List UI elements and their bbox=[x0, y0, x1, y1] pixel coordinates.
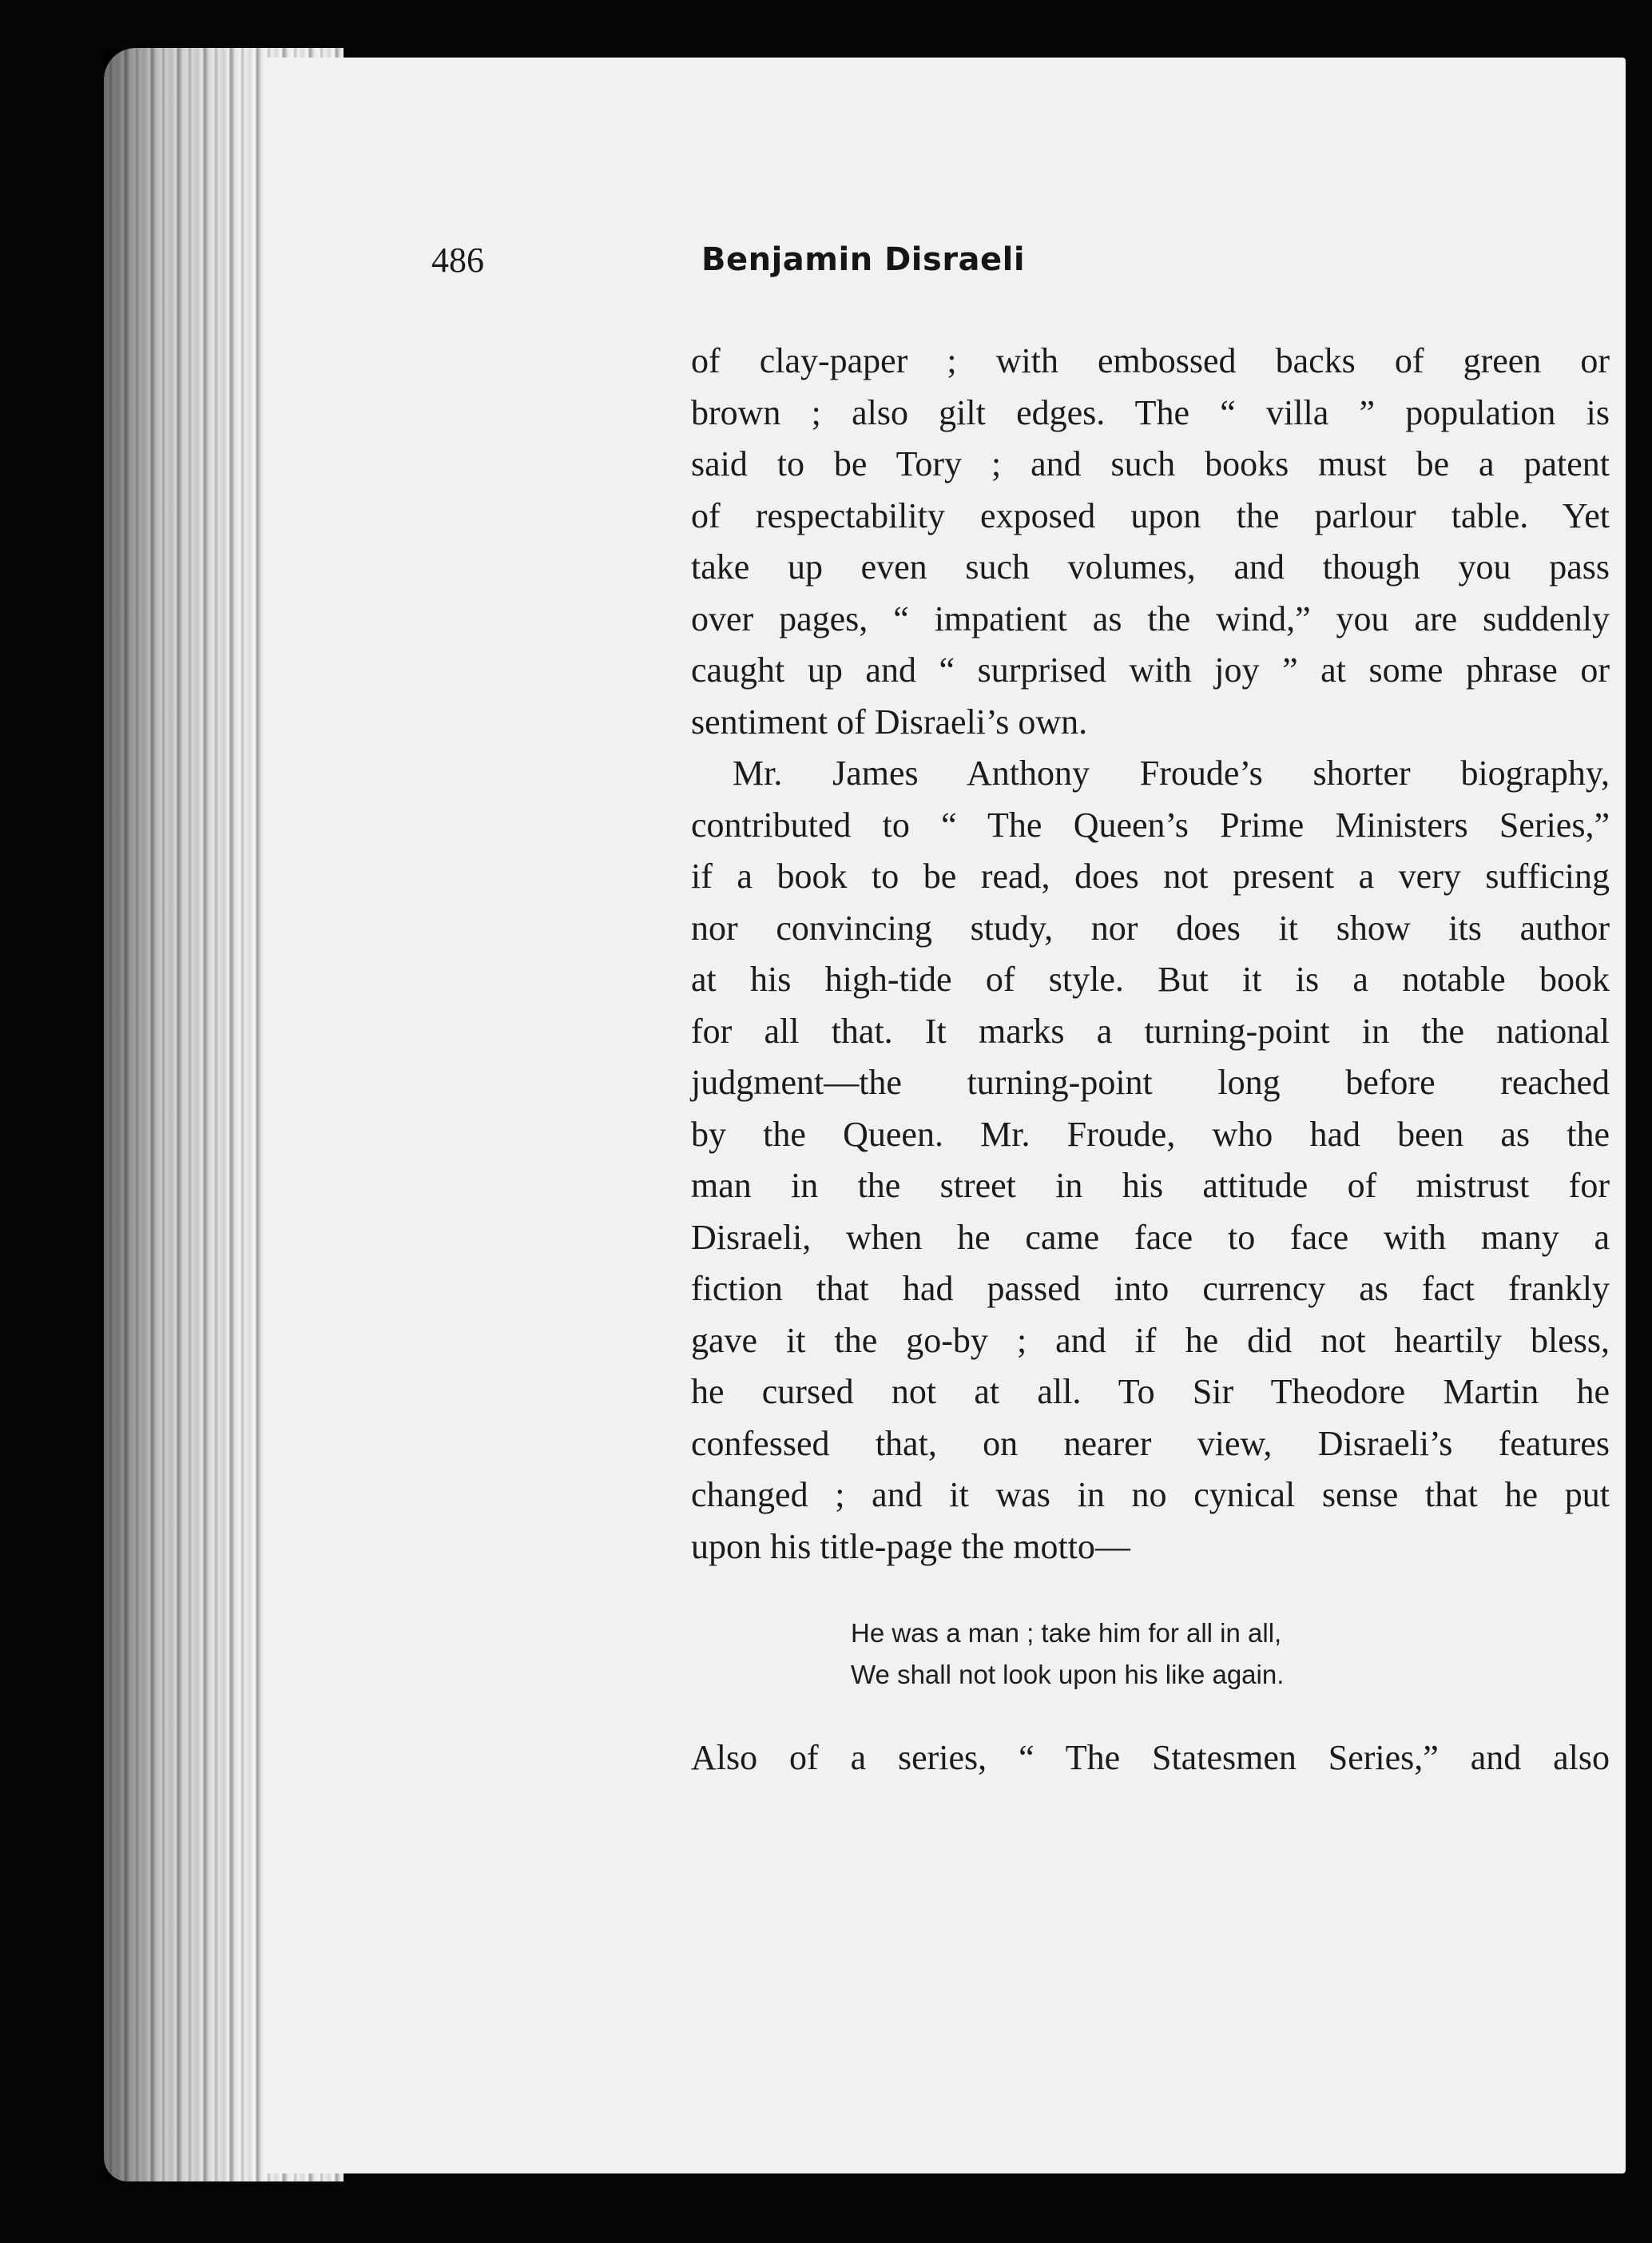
text-line: Mr. James Anthony Froude’s shorter biography, bbox=[733, 754, 1610, 793]
text-line: gave it the go-by ; and if he did not heartily bless, bbox=[691, 1320, 1610, 1360]
text-line: if a book to be read, does not present a very sufficing bbox=[691, 857, 1610, 896]
quote-line: He was a man ; take him for all in all, bbox=[851, 1618, 1282, 1648]
text-line: for all that. It marks a turning-point in the national bbox=[691, 1011, 1610, 1051]
text-line: fiction that had passed into currency as fact frankly bbox=[691, 1269, 1610, 1308]
text-line: judgment—the turning-point long before reached bbox=[691, 1063, 1610, 1102]
text-line: contributed to “ The Queen’s Prime Ministers Series,” bbox=[691, 805, 1610, 845]
text-line: he cursed not at all. To Sir Theodore Martin he bbox=[691, 1372, 1610, 1411]
page-header bbox=[431, 208, 1326, 304]
text-line: over pages, “ impatient as the wind,” you are suddenly bbox=[691, 599, 1610, 638]
text-line: caught up and “ surprised with joy ” at some phrase or bbox=[691, 650, 1610, 690]
text-line: changed ; and it was in no cynical sense that he put bbox=[691, 1475, 1610, 1514]
text-line: confessed that, on nearer view, Disraeli’s features bbox=[691, 1423, 1610, 1463]
body-text bbox=[691, 336, 1610, 1784]
text-line: by the Queen. Mr. Froude, who had been as the bbox=[691, 1114, 1610, 1154]
running-title: Benjamin Disraeli bbox=[701, 241, 1026, 278]
quote-line: We shall not look upon his like again. bbox=[851, 1660, 1285, 1689]
text-line: nor convincing study, nor does it show its author bbox=[691, 908, 1610, 948]
text-line: of respectability exposed upon the parlour table. Yet bbox=[691, 495, 1610, 535]
text-line: Disraeli, when he came face to face with many a bbox=[691, 1217, 1610, 1257]
text-line: of clay-paper ; with embossed backs of green or bbox=[691, 341, 1610, 380]
text-line: upon his title-page the motto— bbox=[691, 1526, 1130, 1566]
text-line: take up even such volumes, and though you pass bbox=[691, 547, 1610, 587]
page-number: 486 bbox=[431, 241, 484, 280]
text-line: at his high-tide of style. But it is a notable book bbox=[691, 960, 1610, 999]
text-line: said to be Tory ; and such books must be a patent bbox=[691, 444, 1610, 483]
block-quote bbox=[851, 1613, 1610, 1696]
paragraph-1 bbox=[691, 336, 1610, 748]
text-line: brown ; also gilt edges. The “ villa ” population is bbox=[691, 392, 1610, 432]
text-line: Also of a series, “ The Statesmen Series,” and also bbox=[691, 1738, 1610, 1777]
paragraph-3 bbox=[691, 1732, 1610, 1784]
text-line: man in the street in his attitude of mistrust for bbox=[691, 1166, 1610, 1205]
text-line: sentiment of Disraeli’s own. bbox=[691, 702, 1088, 742]
paragraph-2 bbox=[691, 748, 1610, 1573]
